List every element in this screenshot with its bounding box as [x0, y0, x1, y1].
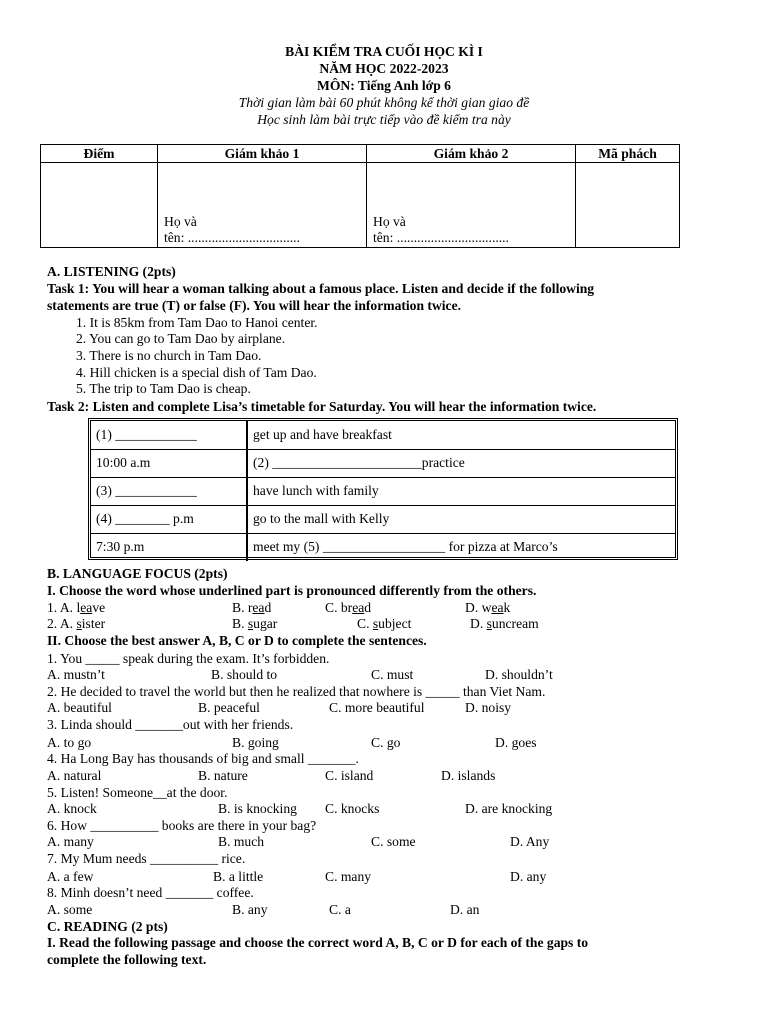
statement-3: 3. There is no church in Tam Dao.	[76, 348, 262, 363]
timetable-activity: meet my (5) __________________ for pizza at Marco’s	[253, 539, 558, 554]
q8-option-d: D. an	[450, 902, 480, 917]
task1-instruction-2: statements are true (T) or false (F). You will hear the information twice.	[47, 298, 462, 313]
timetable-row	[91, 533, 675, 561]
q7-option-a: A. a few	[47, 869, 94, 884]
q3-option-a: A. to go	[47, 735, 92, 750]
q6-option-a: A. many	[47, 834, 94, 849]
q7-option-d: D. any	[510, 869, 547, 884]
q6-option-c: C. some	[371, 834, 416, 849]
timetable-activity: have lunch with family	[253, 483, 379, 498]
examiner1-name-label: Họ và	[164, 214, 197, 229]
q8-option-c: C. a	[329, 902, 351, 917]
timetable-time: (4) ________ p.m	[96, 511, 194, 526]
score-header: Điểm	[41, 145, 158, 163]
q6-option-d: D. Any	[510, 834, 550, 849]
examiner2-header: Giám khảo 2	[367, 145, 576, 163]
q2-option-b: B. peaceful	[198, 700, 260, 715]
timetable-time: (1) ____________	[96, 427, 197, 442]
q5-option-b: B. is knocking	[218, 801, 297, 816]
q4-option-b: B. nature	[198, 768, 248, 783]
timetable-time: (3) ____________	[96, 483, 197, 498]
q7-option-b: B. a little	[213, 869, 264, 884]
question-8: 8. Minh doesn’t need _______ coffee.	[47, 885, 254, 900]
timetable	[88, 418, 678, 560]
statement-2: 2. You can go to Tam Dao by airplane.	[76, 331, 286, 346]
code-cell[interactable]	[576, 163, 680, 248]
q7-option-c: C. many	[325, 869, 372, 884]
task1-instruction-1: Task 1: You will hear a woman talking about a famous place. Listen and decide if the following	[47, 281, 595, 296]
time-note: Thời gian làm bài 60 phút không kể thời gian giao đề	[238, 95, 530, 110]
q4-option-c: C. island	[325, 768, 374, 783]
score-cell[interactable]	[41, 163, 158, 248]
pronunciation-instruction: I. Choose the word whose underlined part is pronounced differently from the others.	[47, 583, 537, 598]
timetable-row	[91, 505, 675, 534]
q2-option-d: D. noisy	[465, 700, 512, 715]
pron-q2-c: C. subject	[357, 616, 412, 631]
statement-1: 1. It is 85km from Tam Dao to Hanoi center.	[76, 315, 318, 330]
examiner2-name-label: Họ và	[373, 214, 406, 229]
score-table	[40, 144, 680, 248]
pron-q1-a: 1. A. leave	[47, 600, 106, 615]
reading-heading: C. READING (2 pts)	[47, 919, 168, 934]
q5-option-d: D. are knocking	[465, 801, 553, 816]
q3-option-d: D. goes	[495, 735, 537, 750]
instruction-note: Học sinh làm bài trực tiếp vào đề kiểm tra này	[257, 112, 511, 127]
pron-q2-d: D. suncream	[470, 616, 539, 631]
subject-line: MÔN: Tiếng Anh lớp 6	[317, 78, 451, 93]
examiner2-signature[interactable]	[367, 163, 576, 248]
q8-option-b: B. any	[232, 902, 268, 917]
q5-option-a: A. knock	[47, 801, 97, 816]
code-header: Mã phách	[576, 145, 680, 163]
pron-q1-d: D. weak	[465, 600, 511, 615]
q2-option-a: A. beautiful	[47, 700, 112, 715]
q4-option-d: D. islands	[441, 768, 496, 783]
question-1: 1. You _____ speak during the exam. It’s forbidden.	[47, 651, 330, 666]
task2-instruction: Task 2: Listen and complete Lisa’s timetable for Saturday. You will hear the information twice.	[47, 399, 597, 414]
question-5: 5. Listen! Someone__at the door.	[47, 785, 228, 800]
q6-option-b: B. much	[218, 834, 265, 849]
q8-option-a: A. some	[47, 902, 93, 917]
examiner1-name-line: tên: .................................	[164, 230, 300, 245]
examiner1-signature[interactable]	[158, 163, 367, 248]
question-7: 7. My Mum needs __________ rice.	[47, 851, 246, 866]
question-4: 4. Ha Long Bay has thousands of big and small _______.	[47, 751, 359, 766]
statement-4: 4. Hill chicken is a special dish of Tam Dao.	[76, 365, 317, 380]
language-heading: B. LANGUAGE FOCUS (2pts)	[47, 566, 228, 581]
timetable-row	[91, 477, 675, 506]
q1-option-b: B. should to	[211, 667, 278, 682]
question-3: 3. Linda should _______out with her friends.	[47, 717, 294, 732]
reading-instruction-1: I. Read the following passage and choose the correct word A, B, C or D for each of the gaps to	[47, 935, 589, 950]
pron-q2-b: B. sugar	[232, 616, 278, 631]
q3-option-b: B. going	[232, 735, 279, 750]
pron-q1-b: B. read	[232, 600, 272, 615]
question-2: 2. He decided to travel the world but then he realized that nowhere is _____ than Viet Nam.	[47, 684, 546, 699]
exam-title: BÀI KIỂM TRA CUỐI HỌC KÌ I	[285, 44, 483, 59]
timetable-row	[91, 421, 675, 450]
examiner2-name-line: tên: .................................	[373, 230, 509, 245]
grammar-instruction: II. Choose the best answer A, B, C or D to complete the sentences.	[47, 633, 427, 648]
statement-5: 5. The trip to Tam Dao is cheap.	[76, 381, 251, 396]
question-6: 6. How __________ books are there in your bag?	[47, 818, 317, 833]
q3-option-c: C. go	[371, 735, 401, 750]
reading-instruction-2: complete the following text.	[47, 952, 207, 967]
q1-option-c: C. must	[371, 667, 414, 682]
school-year: NĂM HỌC 2022-2023	[319, 61, 449, 76]
q1-option-a: A. mustn’t	[47, 667, 105, 682]
q1-option-d: D. shouldn’t	[485, 667, 553, 682]
q2-option-c: C. more beautiful	[329, 700, 425, 715]
q4-option-a: A. natural	[47, 768, 102, 783]
timetable-activity: go to the mall with Kelly	[253, 511, 390, 526]
examiner1-header: Giám khảo 1	[158, 145, 367, 163]
pron-q2-a: 2. A. sister	[47, 616, 106, 631]
timetable-activity: (2) ______________________practice	[253, 455, 465, 470]
timetable-row	[91, 449, 675, 478]
timetable-activity: get up and have breakfast	[253, 427, 392, 442]
timetable-time: 7:30 p.m	[96, 539, 145, 554]
pron-q1-c: C. bread	[325, 600, 372, 615]
listening-heading: A. LISTENING (2pts)	[47, 264, 176, 279]
q5-option-c: C. knocks	[325, 801, 380, 816]
timetable-time: 10:00 a.m	[96, 455, 151, 470]
